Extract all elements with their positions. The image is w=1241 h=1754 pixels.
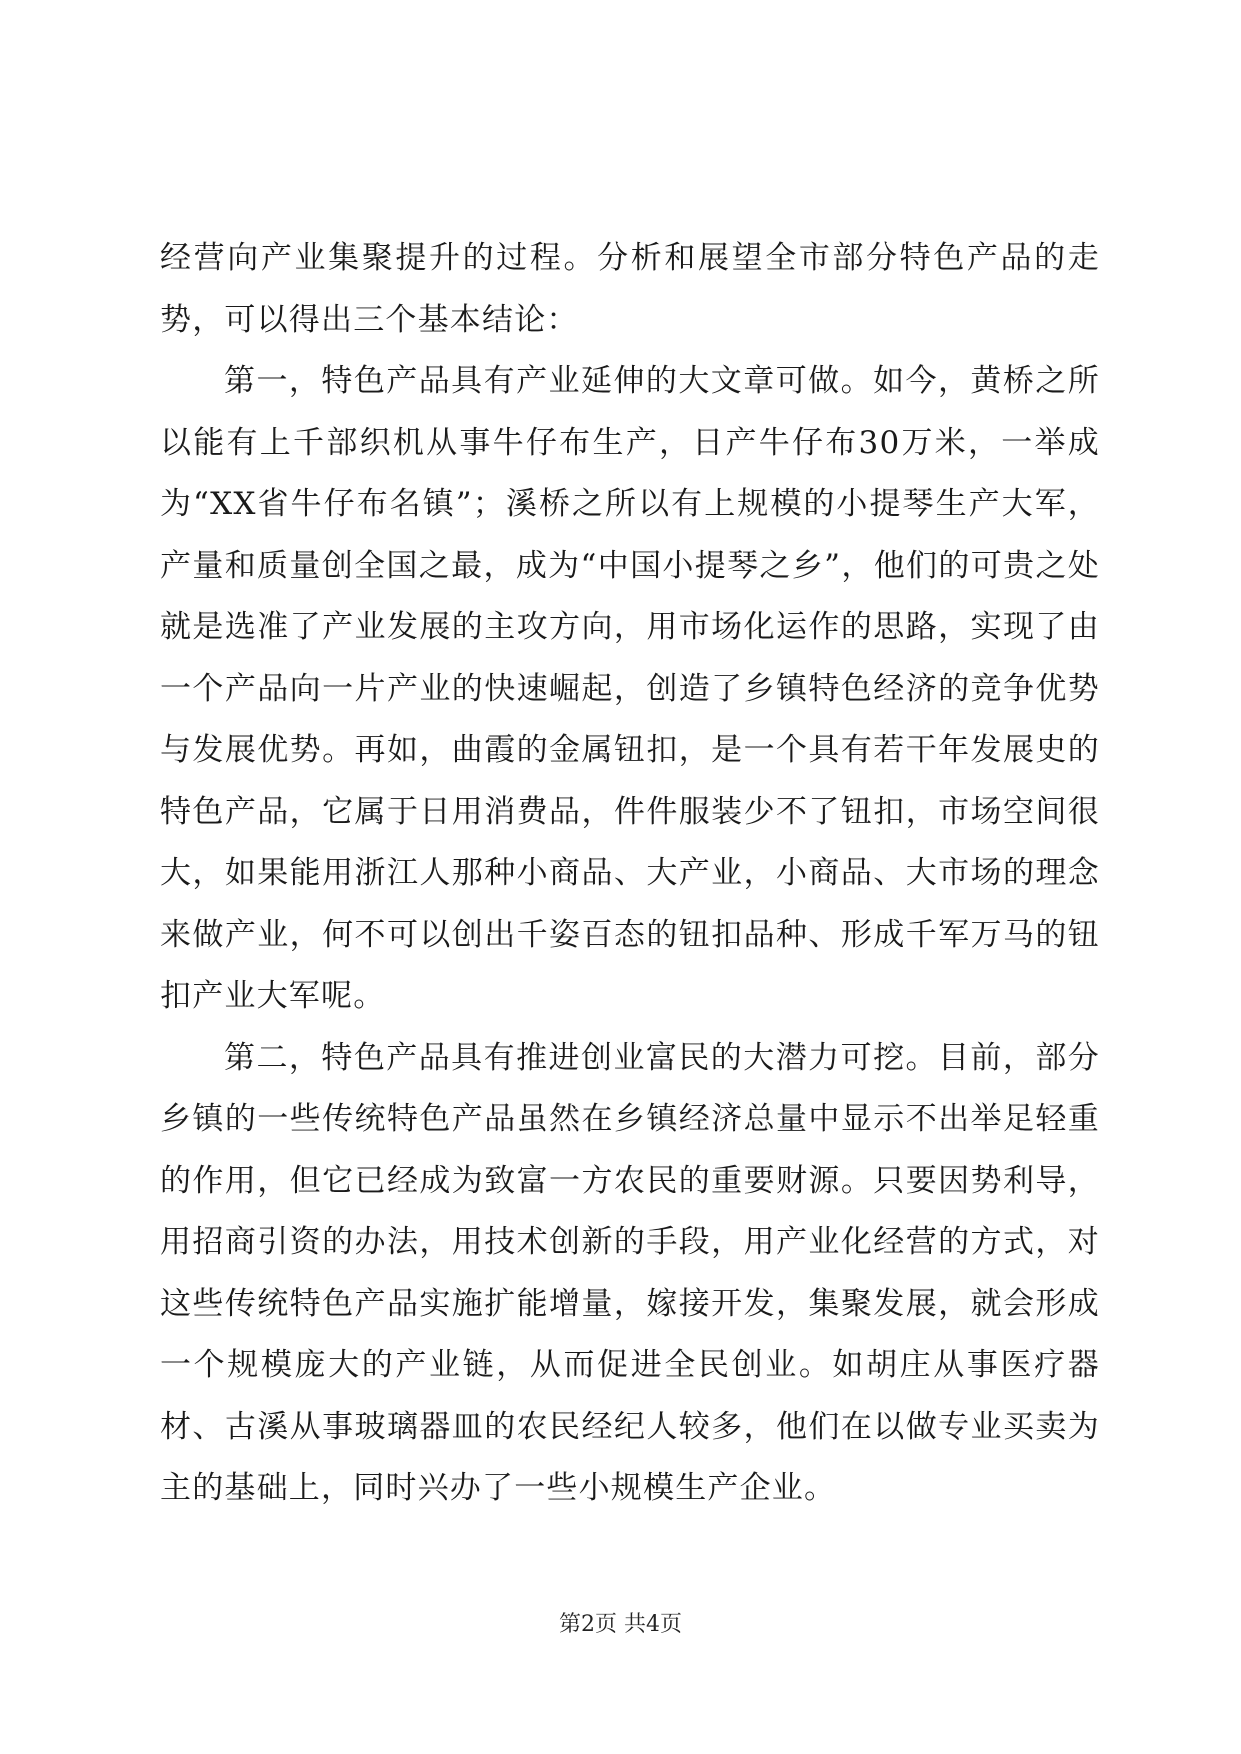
paragraph-continuation: 经营向产业集聚提升的过程。分析和展望全市部分特色产品的走势，可以得出三个基本结论： [160,240,1100,338]
paragraph-first-conclusion: 第一，特色产品具有产业延伸的大文章可做。如今，黄桥之所以能有上千部织机从事牛仔布生产，日产牛仔布30万米，一举成为“XX省牛仔布名镇”；溪桥之所以有上规模的小提琴生产大军，产量和质量创全国之最，成为“中国小提琴之乡”，他们的可贵之处就是选准了产业发展的主攻方向，用市场化运作的思路，实现了由一个产品向一片产业的快速崛起，创造了乡镇特色经济的竞争优势与发展优势。再如，曲霞的金属钮扣，是一个具有若干年发展史的特色产品，它属于日用消费品，件件服装少不了钮扣，市场空间很大，如果能用浙江人那种小商品、大产业，小商品、大市场的理念来做产业，何不可以创出千姿百态的钮扣品种、形成千军万马的钮扣产业大军呢。 [160,363,1100,1014]
document-body [160,228,1100,1520]
page-number-footer: 第2页 共4页 [559,1612,682,1637]
paragraph-second-conclusion: 第二，特色产品具有推进创业富民的大潜力可挖。目前，部分乡镇的一些传统特色产品虽然在乡镇经济总量中显示不出举足轻重的作用，但它已经成为致富一方农民的重要财源。只要因势利导，用招商引资的办法，用技术创新的手段，用产业化经营的方式，对这些传统特色产品实施扩能增量，嫁接开发，集聚发展，就会形成一个规模庞大的产业链，从而促进全民创业。如胡庄从事医疗器材、古溪从事玻璃器皿的农民经纪人较多，他们在以做专业买卖为主的基础上，同时兴办了一些小规模生产企业。 [160,1039,1100,1506]
